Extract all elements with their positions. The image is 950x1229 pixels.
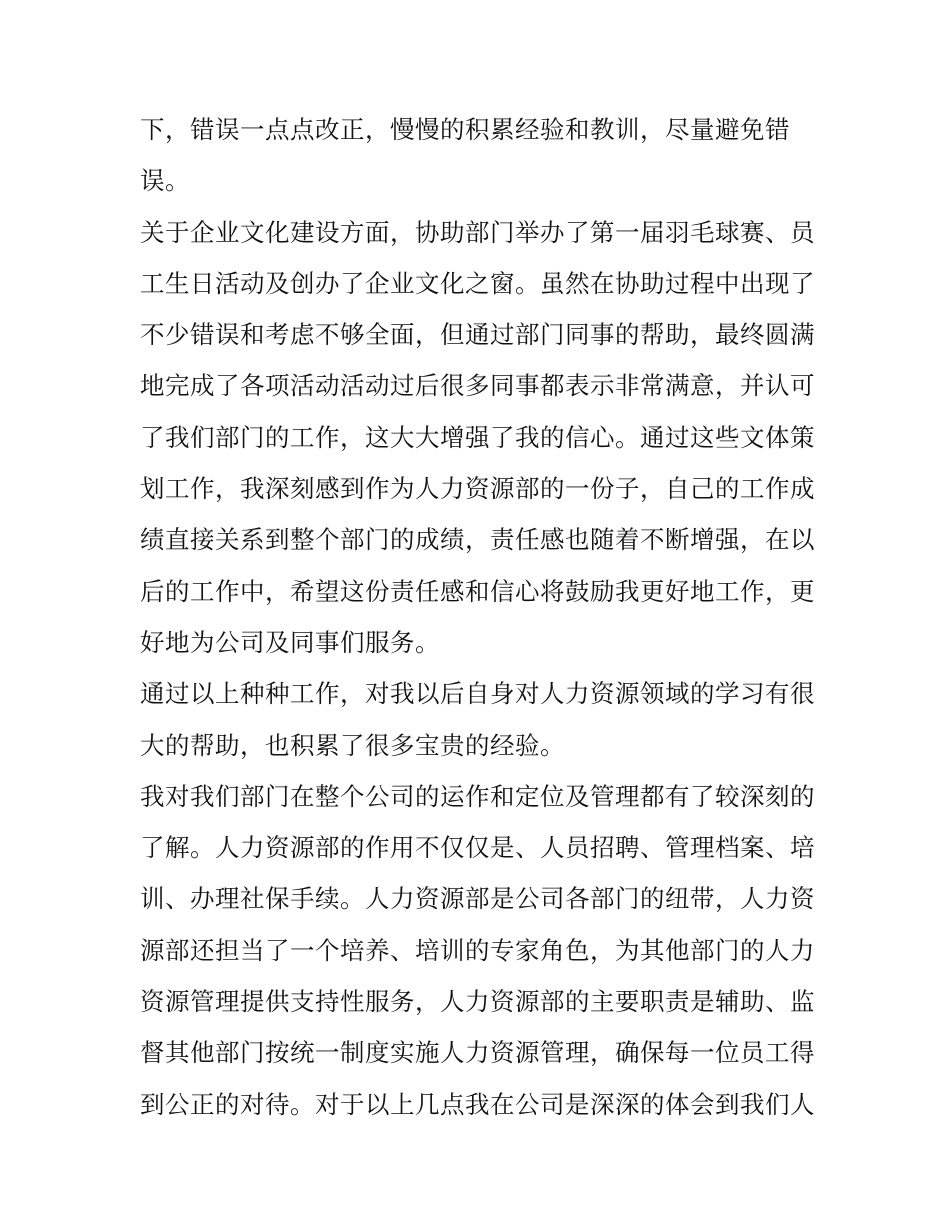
text-line: 后的工作中，希望这份责任感和信心将鼓励我更好地工作，更 (140, 576, 815, 606)
text-line: 好地为公司及同事们服务。 (140, 627, 440, 657)
text-line: 下，错误一点点改正，慢慢的积累经验和教训，尽量避免错 (140, 115, 790, 144)
text-line: 源部还担当了一个培养、培训的专家角色，为其他部门的人力 (140, 935, 815, 965)
text-line: 误。 (140, 166, 190, 196)
text-line: 不少错误和考虑不够全面，但通过部门同事的帮助，最终圆满 (140, 320, 815, 350)
document-body (140, 104, 820, 1130)
text-line: 了解。人力资源部的作用不仅仅是、人员招聘、管理档案、培 (140, 833, 815, 863)
text-line: 关于企业文化建设方面，协助部门举办了第一届羽毛球赛、员 (140, 217, 815, 247)
text-line: 大的帮助，也积累了很多宝贵的经验。 (140, 730, 565, 760)
text-line: 地完成了各项活动活动过后很多同事都表示非常满意，并认可 (140, 371, 815, 401)
text-line: 了我们部门的工作，这大大增强了我的信心。通过这些文体策 (140, 422, 815, 452)
text-line: 我对我们部门在整个公司的运作和定位及管理都有了较深刻的 (140, 781, 815, 811)
text-line: 资源管理提供支持性服务，人力资源部的主要职责是辅助、监 (140, 987, 815, 1017)
text-line: 通过以上种种工作，对我以后自身对人力资源领域的学习有很 (140, 679, 815, 709)
text-line: 工生日活动及创办了企业文化之窗。虽然在协助过程中出现了 (140, 268, 815, 298)
text-line: 绩直接关系到整个部门的成绩，责任感也随着不断增强，在以 (140, 525, 815, 555)
text-line: 训、办理社保手续。人力资源部是公司各部门的纽带，人力资 (140, 884, 815, 914)
text-line: 划工作，我深刻感到作为人力资源部的一份子，自己的工作成 (140, 474, 815, 504)
text-line: 督其他部门按统一制度实施人力资源管理，确保每一位员工得 (140, 1038, 815, 1068)
text-line: 到公正的对待。对于以上几点我在公司是深深的体会到我们人 (140, 1089, 815, 1119)
